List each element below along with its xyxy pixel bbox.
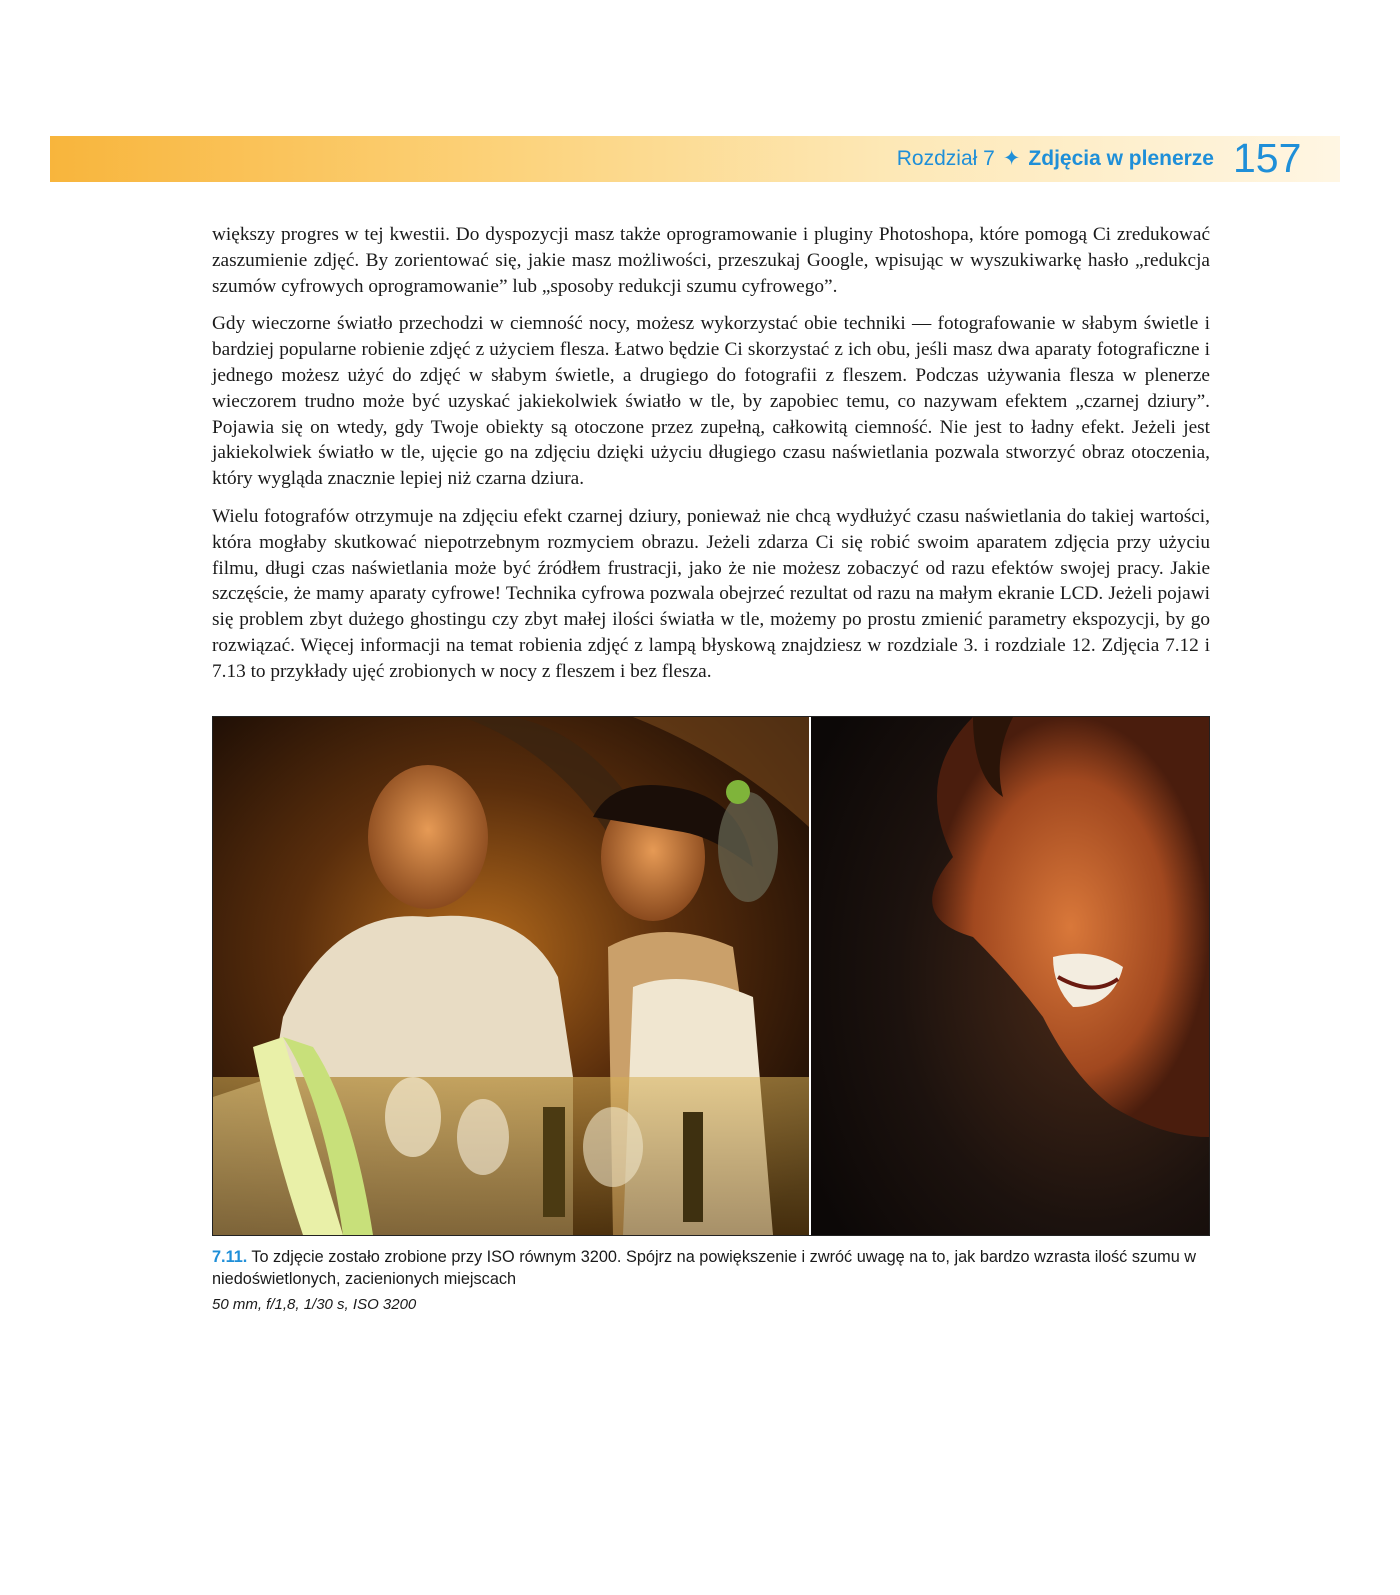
chapter-label: Rozdział 7: [896, 147, 995, 170]
exif-info: 50 mm, f/1,8, 1/30 s, ISO 3200: [212, 1296, 417, 1313]
paragraph: Wielu fotografów otrzymuje na zdjęciu efekt czarnej dziury, ponieważ nie chcą wydłużyć czasu naświetlania do takiej wartości, która mogłaby skutkować niepotrzebnym rozmyciem obrazu. Jeżeli zdarza Ci się robić swoim aparatem zdjęcia przy użyciu filmu, długi czas naświetlania może być źródłem frustracji, jako że nie możesz zobaczyć od razu efektów swojej pracy. Jakie szczęście, że mamy aparaty cyfrowe! Technika cyfrowa pozwala obejrzeć rezultat od razu na małym ekranie LCD. Jeżeli pojawi się problem zbyt dużego ghostingu czy zbyt małej ilości światła w tle, możemy po prostu zmienić parametry ekspozycji, by go rozwiązać. Więcej informacji na temat robienia zdjęć z lampą błyskową znajdziesz w rozdziale 3. i rozdziale 12. Zdjęcia 7.12 i 7.13 to przykłady ujęć zrobionych w nocy z fleszem i bez flesza.: [212, 505, 1210, 682]
paragraph: większy progres w tej kwestii. Do dyspozycji masz także oprogramowanie i pluginy Photoshopa, które pomogą Ci zredukować zaszumienie zdjęć. By zorientować się, jakie masz możliwości, przeszukaj Google, wpisując w wyszukiwarkę hasło „redukcja szumów cyfrowych oprogramowanie” lub „sposoby redukcji szumu cyfrowego”.: [212, 224, 1210, 297]
section-title: Zdjęcia w plenerze: [1028, 147, 1214, 170]
running-head: [897, 146, 1214, 172]
figure-photo: [212, 716, 1210, 1236]
page-number: 157: [1233, 135, 1302, 181]
zoomed-photo: [811, 717, 1209, 1235]
body-text: [212, 222, 1210, 697]
figure-number: 7.11.: [212, 1248, 248, 1266]
separator-icon: ✦: [1002, 147, 1021, 170]
caption-text: To zdjęcie zostało zrobione przy ISO równym 3200. Spójrz na powiększenie i zwróć uwagę na to, jak bardzo wzrasta ilość szumu w niedoświetlonych, zacienionych miejscach: [212, 1248, 1197, 1288]
paragraph: Gdy wieczorne światło przechodzi w ciemność nocy, możesz wykorzystać obie techniki — fotografowanie w słabym świetle i bardziej popularne robienie zdjęć z użyciem flesza. Łatwo będzie Ci skorzystać z ich obu, jeśli masz dwa aparaty fotograficzne i jednego możesz użyć do zdjęć w słabym świetle, a drugiego do fotografii z fleszem. Podczas używania flesza w plenerze wieczorem trudno może być uzyskać jakiekolwiek światło w tle, by zapobiec temu, co nazywam efektem „czarnej dziury”. Pojawia się on wtedy, gdy Twoje obiekty są otoczone przez zupełną, całkowitą ciemność. Nie jest to ładny efekt. Jeżeli jest jakiekolwiek światło w tle, ujęcie go na zdjęciu dzięki użyciu długiego czasu naświetlania pozwala stworzyć obraz otoczenia, który wygląda znacznie lepiej niż czarna dziura.: [212, 313, 1210, 490]
left-photo: [213, 717, 809, 1235]
photo-illustration: [213, 717, 1209, 1235]
figure-caption: [212, 1246, 1210, 1290]
